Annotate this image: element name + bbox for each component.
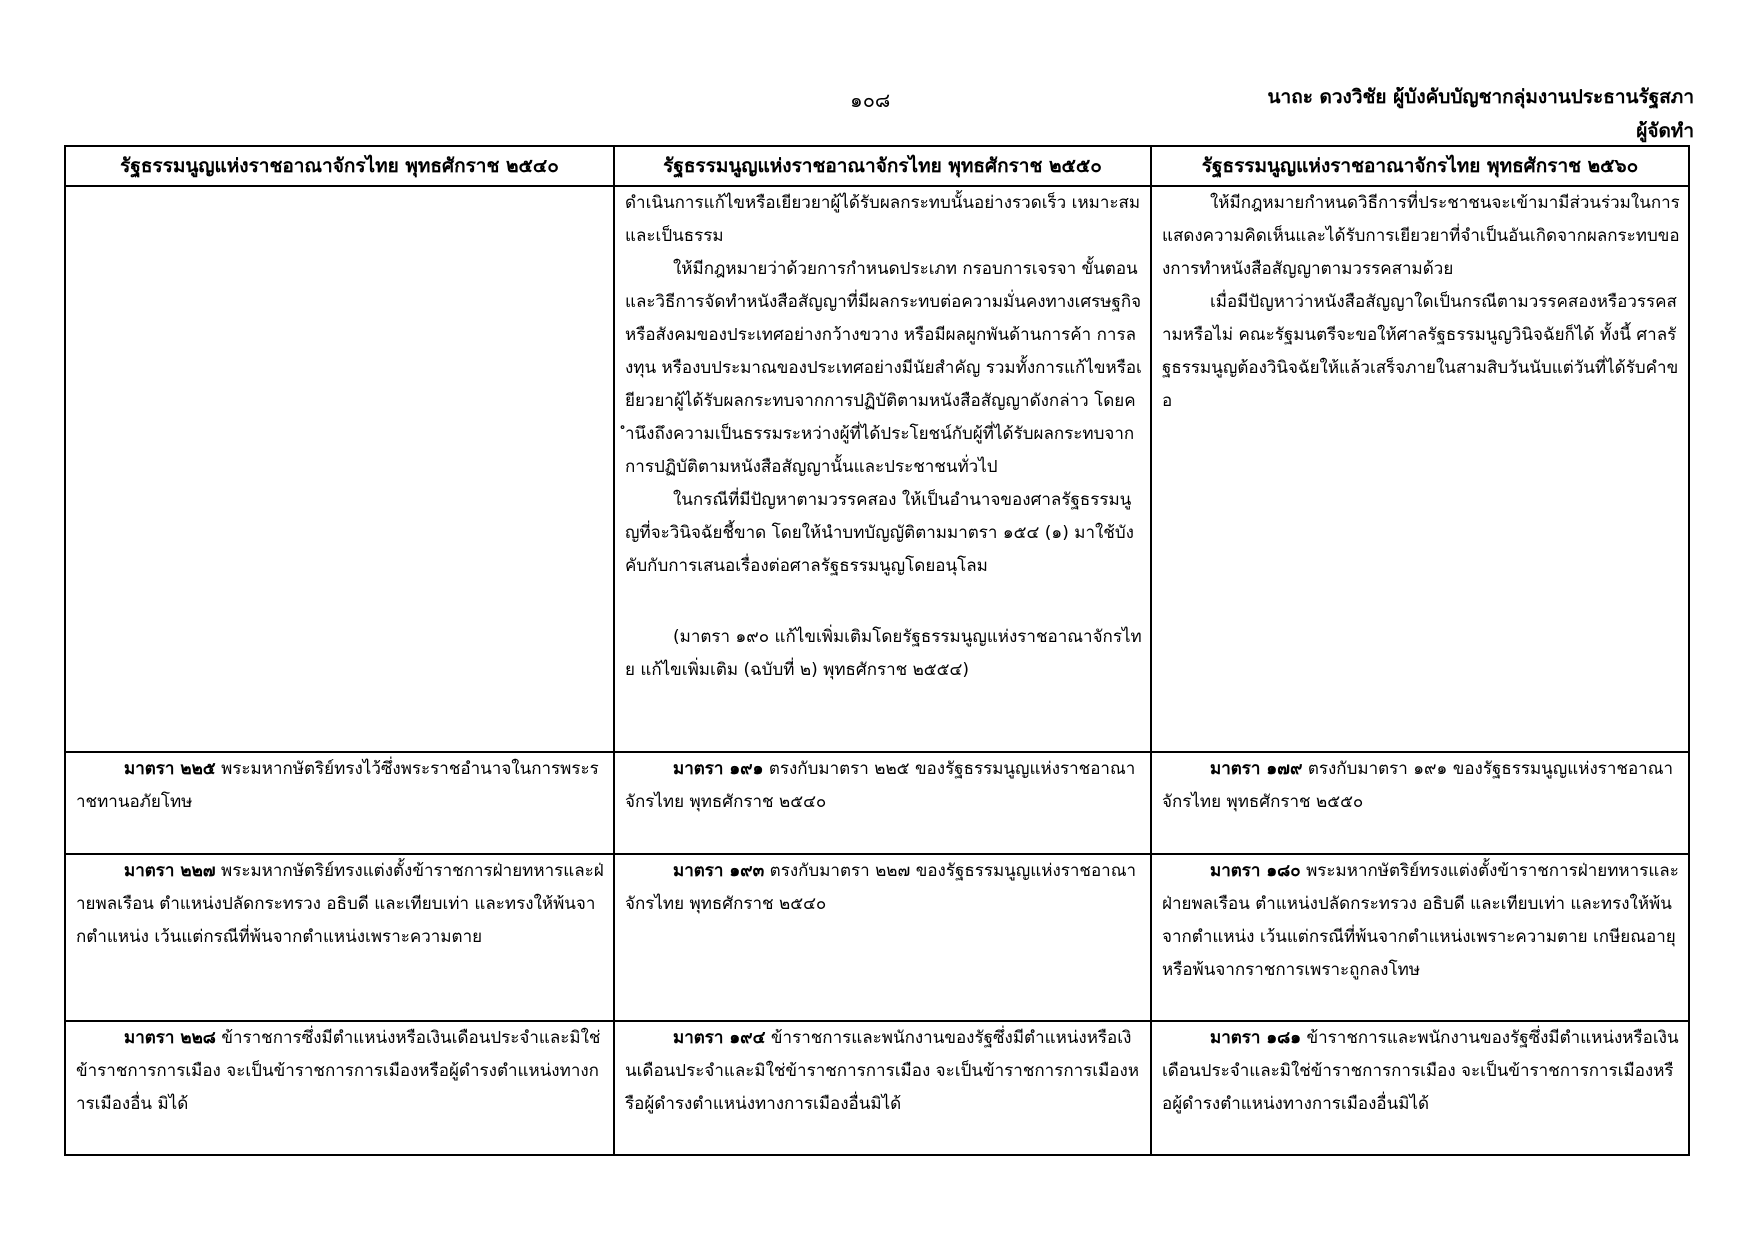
paragraph: ให้มีกฎหมายกำหนดวิธีการที่ประชาชนจะเข้ามามีส่วนร่วมในการแสดงความคิดเห็นและได้รับการเยียวยาที่จำเป็นอันเกิดจากผลกระทบของการทำหนังสือสัญญาตามวรรคสามด้วย: [1162, 193, 1680, 279]
article-number: มาตรา ๒๒๕: [124, 759, 216, 779]
cell-2550: [614, 854, 1151, 1021]
cell-2560: [1151, 752, 1689, 854]
cell-2540: [65, 1021, 614, 1155]
column-header-2550: รัฐธรรมนูญแห่งราชอาณาจักรไทย พุทธศักราช ๒๕๕๐: [614, 146, 1151, 186]
page-number: ๑๐๘: [850, 88, 891, 112]
paragraph: ให้มีกฎหมายว่าด้วยการกำหนดประเภท กรอบการเจรจา ขั้นตอนและวิธีการจัดทำหนังสือสัญญาที่มีผลกระทบต่อความมั่นคงทางเศรษฐกิจหรือสังคมของประเทศอย่างกว้างขวาง หรือมีผลผูกพันด้านการค้า การลงทุน หรืองบประมาณของประเทศอย่างมีนัยสำคัญ รวมทั้งการแก้ไขหรือเยียวยาผู้ได้รับผลกระทบจากการปฏิบัติตามหนังสือสัญญาดังกล่าว โดยคำนึงถึงความเป็นธรรมระหว่างผู้ที่ได้ประโยชน์กับผู้ที่ได้รับผลกระทบจากการปฏิบัติตามหนังสือสัญญานั้นและประชาชนทั่วไป: [625, 259, 1142, 477]
article-paragraph: [625, 1022, 1142, 1121]
article-text: พระมหากษัตริย์ทรงแต่งตั้งข้าราชการฝ่ายทหารและฝ่ายพลเรือน ตำแหน่งปลัดกระทรวง อธิบดี และเทียบเท่า และทรงให้พ้นจากตำแหน่ง เว้นแต่กรณีที่พ้นจากตำแหน่งเพราะความตาย เกษียณอายุ หรือพ้นจากราชการเพราะถูกลงโทษ: [1162, 861, 1679, 980]
article-number: มาตรา ๑๙๑: [673, 759, 764, 779]
cell-2560: [1151, 854, 1689, 1021]
column-header-2560: รัฐธรรมนูญแห่งราชอาณาจักรไทย พุทธศักราช ๒๕๖๐: [1151, 146, 1689, 186]
article-number: มาตรา ๑๘๑: [1210, 1028, 1302, 1048]
article-text: ข้าราชการซึ่งมีตำแหน่งหรือเงินเดือนประจำและมิใช่ข้าราชการการเมือง จะเป็นข้าราชการการเมืองหรือผู้ดำรงตำแหน่งทางการเมืองอื่น มิได้: [76, 1028, 601, 1114]
article-text: ข้าราชการและพนักงานของรัฐซึ่งมีตำแหน่งหรือเงินเดือนประจำและมิใช่ข้าราชการการเมือง จะเป็นข้าราชการการเมืองหรือผู้ดำรงตำแหน่งทางการเมืองอื่นมิได้: [1162, 1028, 1679, 1114]
cell-2540: [65, 186, 614, 752]
article-text: พระมหากษัตริย์ทรงแต่งตั้งข้าราชการฝ่ายทหารและฝ่ายพลเรือน ตำแหน่งปลัดกระทรวง อธิบดี และเทียบเท่า และทรงให้พ้นจากตำแหน่ง เว้นแต่กรณีที่พ้นจากตำแหน่งเพราะความตาย: [76, 861, 604, 947]
column-header-2540: รัฐธรรมนูญแห่งราชอาณาจักรไทย พุทธศักราช ๒๕๔๐: [65, 146, 614, 186]
article-number: มาตรา ๒๒๗: [124, 861, 216, 881]
preparer-role: ผู้จัดทำ: [1636, 120, 1694, 142]
paragraph: เมื่อมีปัญหาว่าหนังสือสัญญาใดเป็นกรณีตามวรรคสองหรือวรรคสามหรือไม่ คณะรัฐมนตรีจะขอให้ศาลรัฐธรรมนูญวินิจฉัยก็ได้ ทั้งนี้ ศาลรัฐธรรมนูญต้องวินิจฉัยให้แล้วเสร็จภายในสามสิบวันนับแต่วันที่ได้รับคำขอ: [1162, 292, 1679, 411]
article-paragraph: [1162, 1022, 1680, 1121]
article-number: มาตรา ๑๙๔: [673, 1028, 766, 1048]
article-text: ข้าราชการและพนักงานของรัฐซึ่งมีตำแหน่งหรือเงินเดือนประจำและมิใช่ข้าราชการการเมือง จะเป็นข้าราชการการเมืองหรือผู้ดำรงตำแหน่งทางการเมืองอื่นมิได้: [625, 1028, 1140, 1114]
paragraph: ดำเนินการแก้ไขหรือเยียวยาผู้ได้รับผลกระทบนั้นอย่างรวดเร็ว เหมาะสม และเป็นธรรม: [625, 193, 1141, 246]
table-header-row: [65, 146, 1689, 186]
article-text: พระมหากษัตริย์ทรงไว้ซึ่งพระราชอำนาจในการพระราชทานอภัยโทษ: [76, 759, 599, 812]
table-row: [65, 854, 1689, 1021]
article-paragraph: [76, 753, 605, 819]
constitution-comparison-table: [64, 145, 1690, 1156]
amendment-note: (มาตรา ๑๙๐ แก้ไขเพิ่มเติมโดยรัฐธรรมนูญแห่งราชอาณาจักรไทย แก้ไขเพิ่มเติม (ฉบับที่ ๒) พุทธศักราช ๒๕๕๔): [625, 627, 1142, 680]
article-paragraph: [76, 855, 605, 954]
article-text: ตรงกับมาตรา ๒๒๗ ของรัฐธรรมนูญแห่งราชอาณาจักรไทย พุทธศักราช ๒๕๔๐: [625, 861, 1137, 914]
cell-2540: [65, 854, 614, 1021]
article-text: ตรงกับมาตรา ๒๒๕ ของรัฐธรรมนูญแห่งราชอาณาจักรไทย พุทธศักราช ๒๕๔๐: [625, 759, 1136, 812]
article-paragraph: [625, 753, 1142, 819]
article-paragraph: [1162, 855, 1680, 987]
paragraph: ในกรณีที่มีปัญหาตามวรรคสอง ให้เป็นอำนาจของศาลรัฐธรรมนูญที่จะวินิจฉัยชี้ขาด โดยให้นำบทบัญญัติตามมาตรา ๑๕๔ (๑) มาใช้บังคับกับการเสนอเรื่องต่อศาลรัฐธรรมนูญโดยอนุโลม: [625, 490, 1134, 576]
preparer-name: นาถะ ดวงวิชัย ผู้บังคับบัญชากลุ่มงานประธานรัฐสภา: [1267, 86, 1694, 108]
table-row: [65, 186, 1689, 752]
article-text: ตรงกับมาตรา ๑๙๑ ของรัฐธรรมนูญแห่งราชอาณาจักรไทย พุทธศักราช ๒๕๕๐: [1162, 759, 1674, 812]
article-number: มาตรา ๑๘๐: [1210, 861, 1301, 881]
article-number: มาตรา ๑๙๓: [673, 861, 765, 881]
preparer-credit: [1268, 80, 1694, 148]
cell-2550: [614, 186, 1151, 752]
cell-2560: [1151, 186, 1689, 752]
article-paragraph: [625, 855, 1142, 921]
table-row: [65, 1021, 1689, 1155]
article-paragraph: [76, 1022, 605, 1121]
cell-2550: [614, 1021, 1151, 1155]
cell-2550: [614, 752, 1151, 854]
table-row: [65, 752, 1689, 854]
article-paragraph: [1162, 753, 1680, 819]
cell-2560: [1151, 1021, 1689, 1155]
article-number: มาตรา ๑๗๙: [1210, 759, 1303, 779]
spacer: [625, 583, 1142, 621]
article-number: มาตรา ๒๒๘: [124, 1028, 216, 1048]
cell-2540: [65, 752, 614, 854]
